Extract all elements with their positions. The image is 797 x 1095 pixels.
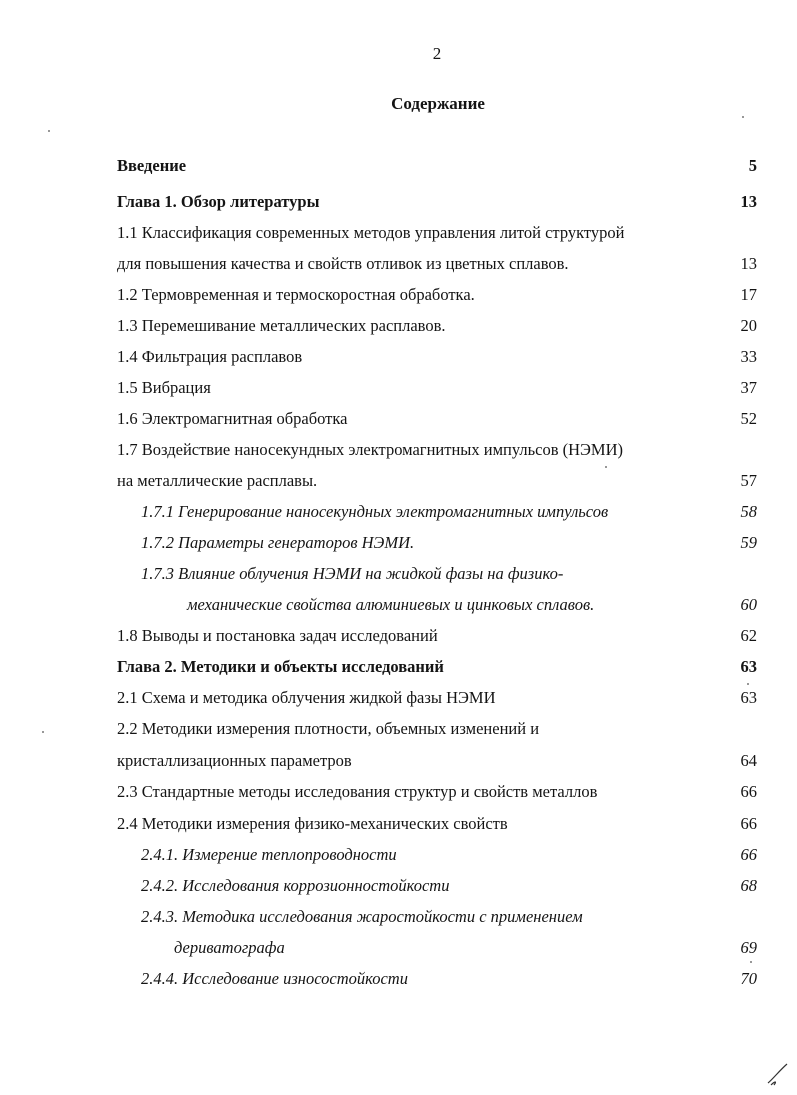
toc-entry-1-1-line-2: для повышения качества и свойств отливок из цветных сплавов. [117, 254, 569, 273]
toc-page-1-2: 17 [740, 285, 757, 304]
scan-speck [747, 683, 749, 685]
scan-speck [605, 466, 607, 468]
toc-entry-2-3: 2.3 Стандартные методы исследования структур и свойств металлов [117, 782, 598, 801]
toc-entry-1-8: 1.8 Выводы и постановка задач исследований [117, 626, 438, 645]
scan-speck [742, 116, 744, 118]
toc-entry-2-4-4: 2.4.4. Исследование износостойкости [141, 969, 408, 988]
toc-entry-1-3: 1.3 Перемешивание металлических расплавов. [117, 316, 446, 335]
toc-page-1-8: 62 [740, 626, 757, 645]
toc-title: Содержание [391, 94, 485, 113]
toc-entry-2-4-3-line-1: 2.4.3. Методика исследования жаростойкости с применением [141, 907, 583, 926]
toc-page-1-7-3: 60 [740, 595, 757, 614]
toc-page-2-4-3: 69 [740, 938, 757, 957]
toc-entry-1-7-line-1: 1.7 Воздействие наносекундных электромагнитных импульсов (НЭМИ) [117, 440, 623, 459]
toc-entry-1-7-1: 1.7.1 Генерирование наносекундных электромагнитных импульсов [141, 502, 609, 521]
toc-entry-1-1-line-1: 1.1 Классификация современных методов управления литой структурой [117, 223, 625, 242]
toc-entry-2-4: 2.4 Методики измерения физико-механических свойств [117, 814, 508, 833]
toc-entry-1-7-2: 1.7.2 Параметры генераторов НЭМИ. [141, 533, 415, 552]
scan-speck [750, 961, 752, 963]
toc-entry-1-2: 1.2 Термовременная и термоскоростная обработка. [117, 285, 475, 304]
toc-entry-2-2-line-1: 2.2 Методики измерения плотности, объемных изменений и [117, 719, 540, 738]
toc-page-2-4-2: 68 [740, 876, 757, 895]
toc-page-2-3: 66 [740, 782, 757, 801]
toc-entry-2-4-1: 2.4.1. Измерение теплопроводности [141, 845, 397, 864]
toc-page-2-2: 64 [740, 751, 757, 770]
toc-page-chapter-2: 63 [740, 657, 757, 676]
toc-entry-2-2-line-2: кристаллизационных параметров [117, 751, 352, 770]
toc-entry-1-5: 1.5 Вибрация [117, 378, 211, 397]
toc-page-chapter-1: 13 [740, 192, 757, 211]
scan-speck [48, 130, 50, 132]
toc-entry-1-7-line-2: на металлические расплавы. [117, 471, 318, 490]
toc-page-1-6: 52 [740, 409, 757, 428]
toc-page-1-7-2: 59 [740, 533, 757, 552]
toc-entry-2-4-3-line-2: дериватографа [174, 938, 285, 957]
toc-page-2-4-4: 70 [740, 969, 757, 988]
toc-entry-1-7-3-line-2: механические свойства алюминиевых и цинковых сплавов. [187, 595, 595, 614]
toc-page-2-4-1: 66 [740, 845, 757, 864]
scan-speck [42, 731, 44, 733]
toc-page-1-4: 33 [740, 347, 757, 366]
toc-page-2-1: 63 [740, 688, 757, 707]
toc-page-1-7: 57 [740, 471, 757, 490]
page-number: 2 [432, 44, 442, 63]
toc-entry-2-1: 2.1 Схема и методика облучения жидкой фазы НЭМИ [117, 688, 496, 707]
toc-entry-1-7-3-line-1: 1.7.3 Влияние облучения НЭМИ на жидкой фазы на физико- [141, 564, 564, 583]
toc-page-1-1: 13 [740, 254, 757, 273]
toc-entry-2-4-2: 2.4.2. Исследования коррозионностойкости [141, 876, 450, 895]
toc-entry-1-6: 1.6 Электромагнитная обработка [117, 409, 348, 428]
toc-page-1-5: 37 [740, 378, 757, 397]
signature-mark-icon [765, 1061, 791, 1087]
toc-entry-chapter-2: Глава 2. Методики и объекты исследований [117, 657, 444, 676]
toc-page-2-4: 66 [740, 814, 757, 833]
toc-entry-chapter-1: Глава 1. Обзор литературы [117, 192, 320, 211]
toc-entry-1-4: 1.4 Фильтрация расплавов [117, 347, 303, 366]
toc-page-introduction: 5 [748, 156, 757, 175]
toc-entry-introduction: Введение [117, 156, 187, 175]
toc-page-1-7-1: 58 [740, 502, 757, 521]
toc-page-1-3: 20 [740, 316, 757, 335]
